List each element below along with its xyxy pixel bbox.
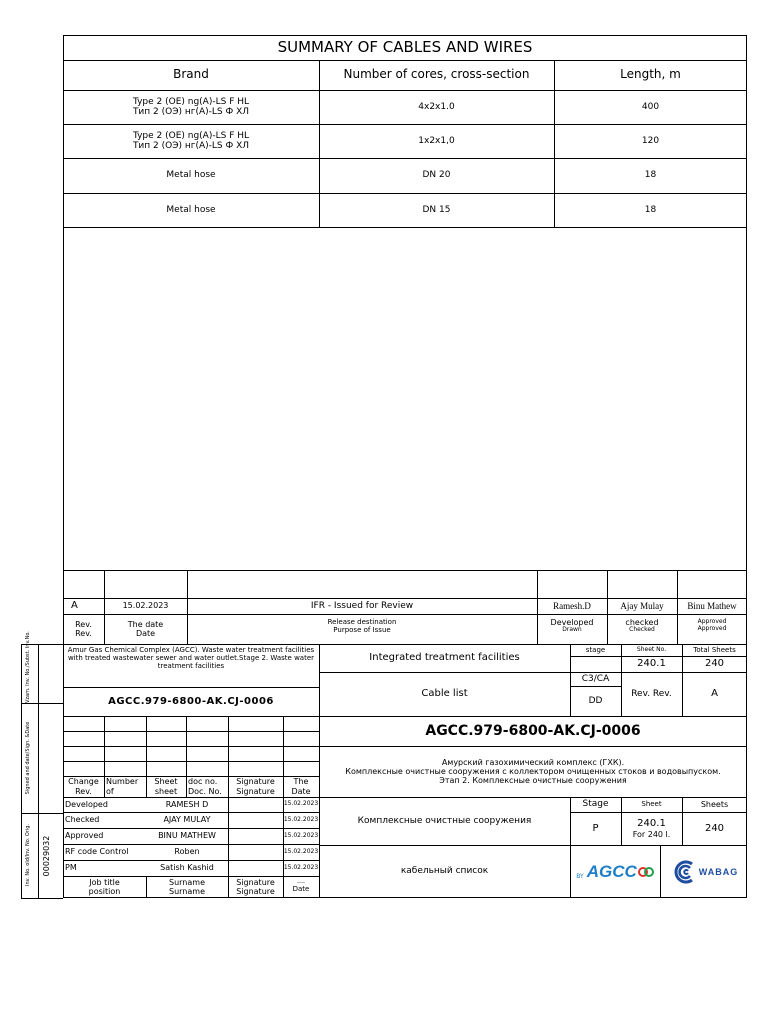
revision-purpose: IFR - Issued for Review bbox=[310, 600, 414, 611]
footer-header-job: Job title position bbox=[88, 877, 121, 896]
change-header-rev: Change Rev. bbox=[68, 777, 99, 796]
header-length: Length, m bbox=[620, 67, 681, 82]
staff-date: 15.02.2023 bbox=[283, 831, 319, 839]
document-title-ru: кабельный список bbox=[400, 866, 489, 877]
document-code-main: AGCC.979-6800-AK.CJ-0006 bbox=[425, 722, 641, 739]
project-description-ru: Амурский газохимический комплекс (ГХК). Комплексные очистные сооружения с коллектором очищенных стоков и водовыпуском. Этап 2. Комплексные очистные сооружения bbox=[345, 757, 721, 786]
sheet-label-ru: Sheet bbox=[641, 800, 662, 809]
change-header-signature: Signature Signature bbox=[236, 777, 275, 796]
inventory-number: 00029032 bbox=[42, 835, 51, 877]
wabag-swirl-icon bbox=[670, 860, 696, 884]
table-row-section: DN 15 bbox=[422, 204, 451, 215]
sheets-label-ru: Sheets bbox=[700, 799, 729, 809]
revision-developed-label: Developed Drawn bbox=[550, 617, 594, 634]
table-row-brand: Type 2 (OE) ng(A)-LS F HL Тип 2 (ОЭ) нг(А)-LS Ф ХЛ bbox=[132, 130, 250, 151]
total-sheets-label: Total Sheets bbox=[693, 645, 736, 654]
facility-name-ru: Комплексные очистные сооружения bbox=[357, 815, 532, 826]
revision-rev-label: Rev. Rev. bbox=[75, 619, 92, 638]
project-description-en: Amur Gas Chemical Complex (AGCC). Waste water treatment facilities with treated wastewater sewer and water outlet.Stage 2. Waste water treatment facilities bbox=[67, 646, 315, 670]
stage-code: C3/CA bbox=[581, 673, 610, 684]
revision-checked-name: Ajay Mulay bbox=[620, 600, 664, 611]
staff-role: Approved bbox=[65, 831, 104, 841]
footer-header-signature: Signature Signature bbox=[236, 877, 275, 896]
revision-approved-name: Binu Mathew bbox=[687, 600, 737, 611]
change-header-sheet: Sheet sheet bbox=[154, 777, 178, 796]
footer-header-date: —— Date bbox=[292, 879, 310, 894]
revision-developed-name: Ramesh.D bbox=[553, 600, 591, 611]
staff-name: AJAY MULAY bbox=[163, 815, 211, 825]
rev-label: Rev. Rev. bbox=[631, 688, 672, 699]
header-brand: Brand bbox=[173, 67, 209, 82]
table-row-section: 1x2x1,0 bbox=[418, 135, 455, 146]
agcc-logo: BY AGCC bbox=[574, 856, 656, 888]
staff-role: Checked bbox=[65, 815, 100, 825]
sheet-no-value: 240.1 bbox=[637, 658, 666, 670]
staff-name: Satish Kashid bbox=[160, 863, 214, 873]
footer-header-surname: Surname Surname bbox=[169, 877, 205, 896]
sheet-value: 240.1 For 240 l. bbox=[632, 818, 671, 839]
staff-role: RF code Control bbox=[65, 847, 129, 857]
staff-name: Roben bbox=[174, 847, 200, 857]
table-row-length: 400 bbox=[641, 101, 660, 112]
staff-date: 15.02.2023 bbox=[283, 800, 319, 808]
staff-role: Developed bbox=[65, 799, 108, 809]
stage-value: P bbox=[592, 822, 599, 834]
table-row-section: 4x2x1.0 bbox=[418, 101, 455, 112]
revision-date-label: The date Date bbox=[127, 619, 164, 638]
table-row-brand: Metal hose bbox=[166, 170, 216, 181]
staff-name: RAMESH D bbox=[165, 799, 209, 809]
sheet-no-label: Sheet No. bbox=[636, 645, 667, 653]
revision-checked-label: checked Checked bbox=[625, 617, 659, 634]
stage-dd: DD bbox=[588, 695, 603, 706]
staff-date: 15.02.2023 bbox=[283, 815, 319, 823]
revision-purpose-label: Release destination Purpose of Issue bbox=[327, 617, 397, 634]
staff-role: PM bbox=[65, 863, 77, 873]
stage-label: stage bbox=[585, 645, 606, 654]
table-row-length: 18 bbox=[644, 170, 657, 181]
revision-rev: A bbox=[71, 600, 78, 612]
document-title: Cable list bbox=[421, 688, 468, 700]
change-header-docno: doc no. Doc. No. bbox=[188, 777, 222, 796]
side-label-substitute: Vzam. Inv. No./Subst. Inv.No. bbox=[25, 631, 31, 703]
table-row-brand: Metal hose bbox=[166, 204, 216, 215]
total-sheets-value: 240 bbox=[704, 658, 725, 670]
rev-value: A bbox=[711, 688, 718, 700]
revision-approved-label: Approved Approved bbox=[697, 618, 727, 632]
staff-date: 15.02.2023 bbox=[283, 863, 319, 871]
facility-name: Integrated treatment facilities bbox=[369, 652, 520, 664]
change-header-date: The Date bbox=[291, 777, 311, 796]
table-row-brand: Type 2 (OE) ng(A)-LS F HL Тип 2 (ОЭ) нг(А)-LS Ф ХЛ bbox=[132, 96, 250, 117]
stage-label-ru: Stage bbox=[582, 799, 609, 810]
staff-name: BINU MATHEW bbox=[158, 831, 216, 841]
staff-date: 15.02.2023 bbox=[283, 847, 319, 855]
table-row-length: 18 bbox=[644, 204, 657, 215]
side-label-signed: Signed and date/Sign. &Date bbox=[25, 721, 31, 795]
header-cores: Number of cores, cross-section bbox=[343, 67, 530, 82]
wabag-logo: WABAG bbox=[664, 856, 744, 888]
summary-title: SUMMARY OF CABLES AND WIRES bbox=[277, 37, 533, 56]
document-code: AGCC.979-6800-AK.CJ-0006 bbox=[108, 695, 274, 707]
change-header-number: Number of bbox=[106, 777, 139, 796]
side-label-inventory: Inv. No. old/Inv. No. Orig. bbox=[25, 823, 31, 887]
sheets-value: 240 bbox=[704, 822, 725, 834]
agcc-rings-icon bbox=[638, 866, 654, 878]
table-row-section: DN 20 bbox=[422, 170, 451, 181]
revision-date: 15.02.2023 bbox=[122, 601, 169, 611]
table-row-length: 120 bbox=[641, 135, 660, 146]
